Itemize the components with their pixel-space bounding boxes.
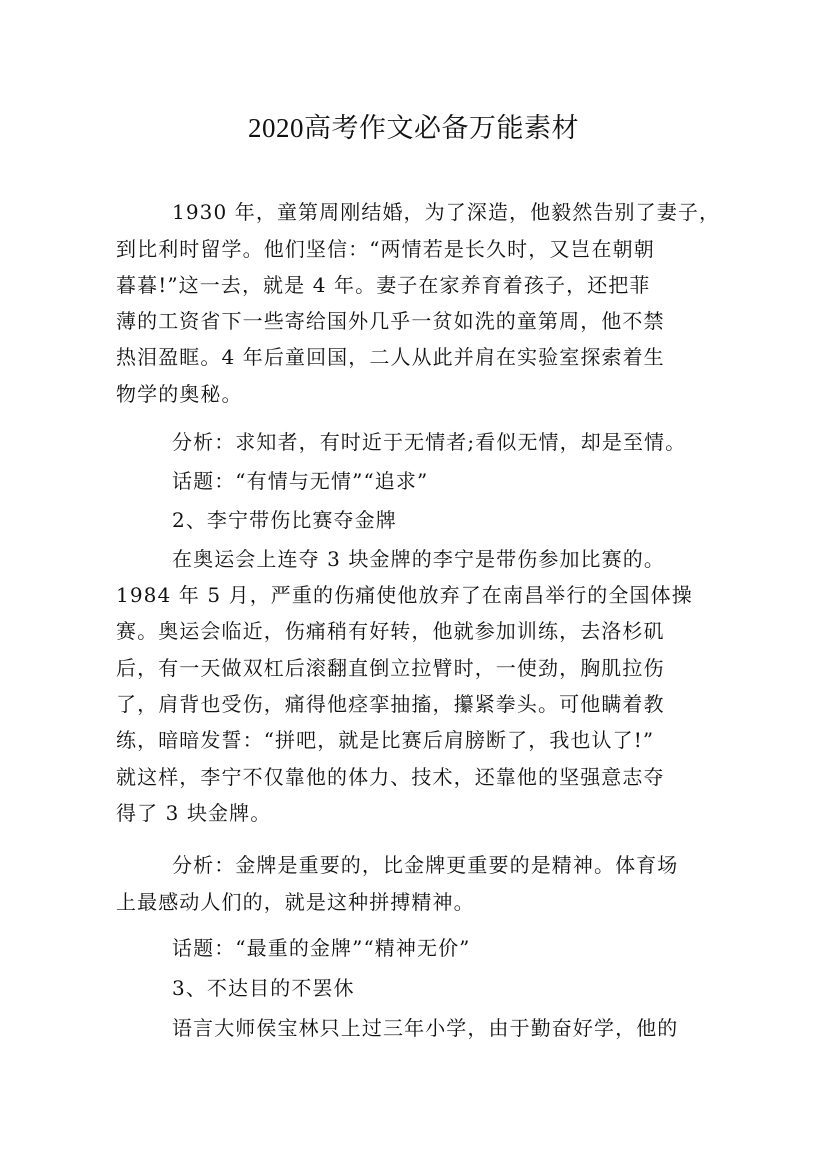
paragraph-line: 后，有一天做双杠后滚翻直倒立拉臂时，一使劲，胸肌拉伤 — [116, 656, 665, 680]
paragraph-line: 就这样，李宁不仅靠他的体力、技术，还靠他的坚强意志夺 — [116, 765, 665, 789]
paragraph-line: 在奥运会上连夺 3 块金牌的李宁是带伤参加比赛的。 — [172, 547, 665, 571]
section-heading: 3、不达目的不罢休 — [172, 976, 355, 1000]
paragraph-line: 练，暗暗发誓：“拼吧，就是比赛后肩膀断了，我也认了!” — [116, 728, 655, 752]
paragraph-line: 得了 3 块金牌。 — [116, 801, 272, 825]
topic-line: 话题：“有情与无情”“追求” — [172, 469, 429, 493]
analysis-line: 分析：金牌是重要的，比金牌更重要的是精神。体育场 — [172, 853, 679, 877]
paragraph-line: 赛。奥运会临近，伤痛稍有好转，他就参加训练，去洛杉矶 — [116, 619, 665, 643]
paragraph-line: 1984 年 5 月，严重的伤痛使他放弃了在南昌举行的全国体操 — [116, 583, 693, 607]
paragraph-line: 语言大师侯宝林只上过三年小学，由于勤奋好学，他的 — [172, 1016, 679, 1040]
paragraph-line: 物学的奥秘。 — [116, 382, 243, 406]
paragraph-line: 暮暮!”这一去，就是 4 年。妻子在家养育着孩子，还把菲 — [116, 273, 651, 297]
analysis-line: 分析：求知者，有时近于无情者;看似无情，却是至情。 — [172, 430, 687, 454]
section-heading: 2、李宁带伤比赛夺金牌 — [172, 508, 397, 532]
paragraph-line: 了，肩背也受伤，痛得他痉挛抽搐，攥紧拳头。可他瞒着教 — [116, 692, 665, 716]
paragraph-line: 热泪盈眶。4 年后童回国，二人从此并肩在实验室探索着生 — [116, 345, 665, 369]
analysis-line: 上最感动人们的，就是这种拼搏精神。 — [116, 890, 475, 914]
paragraph-line: 到比利时留学。他们坚信：“两情若是长久时，又岂在朝朝 — [116, 237, 655, 261]
document-title: 2020高考作文必备万能素材 — [248, 113, 579, 143]
topic-line: 话题：“最重的金牌”“精神无价” — [172, 936, 471, 960]
paragraph-line: 1930 年，童第周刚结婚，为了深造，他毅然告别了妻子， — [172, 200, 721, 224]
paragraph-line: 薄的工资省下一些寄给国外几乎一贫如洗的童第周，他不禁 — [116, 309, 665, 333]
